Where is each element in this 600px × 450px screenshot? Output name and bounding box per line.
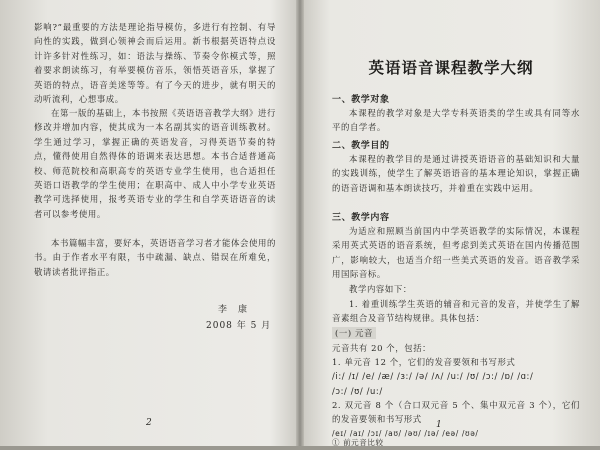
- section-heading-2: 二、教学目的: [332, 141, 390, 151]
- page-title: 英语语音课程教学大纲: [368, 59, 534, 77]
- content-intro: 教学内容如下：: [349, 284, 412, 294]
- vowel-count: 元音共有 20 个，包括：: [332, 343, 432, 353]
- paragraph-2: 在第一版的基础上，本书按照《英语语音教学大纲》进行修改并增加内容，使其成为一本名副其实的语音训练教材。学生通过学习，掌握正确的英语发音，习得英语节奏的特点，懂得使用自然得体的语调来表达思想。本书合适普通高校、师范院校和高职高专的英语专业学生使用，也合适担任英语口语教学的学生使用；在职高中、成人中小学专业英语教学可选择使用，报考英语专业的学生和自学英语语音的读者可以参考使用。: [34, 108, 276, 219]
- section-heading-3: 三、教学内容: [332, 213, 390, 223]
- page-number-right: 1: [436, 420, 442, 430]
- paragraph-1: 影响?”最重要的方法是理论指导模仿，多进行有控制、有导向性的实践，做到心领神会而后运用。新书根据英语特点设计许多针对性练习，如：语法与操练、节奏令你模式等，照着要求朗读练习，有举要模仿音乐，领悟英语音乐，掌握了英语的特点，语音美迷等等。有了今天的进步，就有明天的动听流利，心想事成。: [34, 22, 276, 105]
- monophthong-line: 1. 单元音 12 个，它们的发音要领和书写形式: [332, 357, 516, 367]
- section-text-1: 本课程的教学对象是大学专科英语类的学生或具有同等水平的自学者。: [332, 108, 580, 133]
- diphthong-line: 2. 双元音 8 个（合口双元音 5 个、集中双元音 3 个），它们的发音要领和书写形式: [332, 400, 580, 425]
- monophthong-ipa-2: /ɔ:/ /ʊ/ /u:/: [332, 386, 383, 396]
- section-text-3: 为适应和照顾当前国内中学英语教学的实际情况，本课程采用英式英语的语音系统，但考虑到美式英语在国内传播范围广，影响较大，也适当介绍一些美式英语的发音。语音教学采用国际音标。: [332, 226, 580, 280]
- author-signature: 李 康: [218, 305, 249, 315]
- left-page: [0, 0, 298, 446]
- right-page: [302, 0, 600, 446]
- monophthong-ipa: /i:/ /ɪ/ /e/ /æ/ /ɜ:/ /ə/ /ʌ/ /u:/ /ʊ/ /ɔ:/ /ɒ/ /ɑ:/: [332, 371, 534, 381]
- subsection-vowels: (一) 元音: [332, 327, 376, 339]
- front-vowel-compare: ① 前元音比较: [332, 438, 384, 447]
- content-item-1: 1. 着重训练学生英语的辅音和元音的发音，并使学生了解音素组合及音节结构规律。具体包括：: [332, 299, 580, 324]
- page-number-left: 2: [146, 418, 152, 428]
- section-heading-1: 一、教学对象: [332, 95, 390, 105]
- section-text-2: 本课程的教学目的是通过讲授英语语音的基础知识和大量的实践训练，使学生了解英语语音的基本理论知识，掌握正确的语音语调和基本朗读技巧，并着重在实践中运用。: [332, 154, 580, 193]
- diphthong-ipa: /eɪ/ /aɪ/ /ɔɪ/ /aʊ/ /əʊ/ /ɪə/ /eə/ /ʊə/: [332, 429, 479, 438]
- date-line: 2008 年 5 月: [206, 321, 272, 331]
- paragraph-3: 本书篇幅丰富，要好本，英语语音学习者才能体会使用的书。由于作者水平有限，书中疏漏、缺点、错误在所难免，敬请读者批评指正。: [34, 238, 276, 277]
